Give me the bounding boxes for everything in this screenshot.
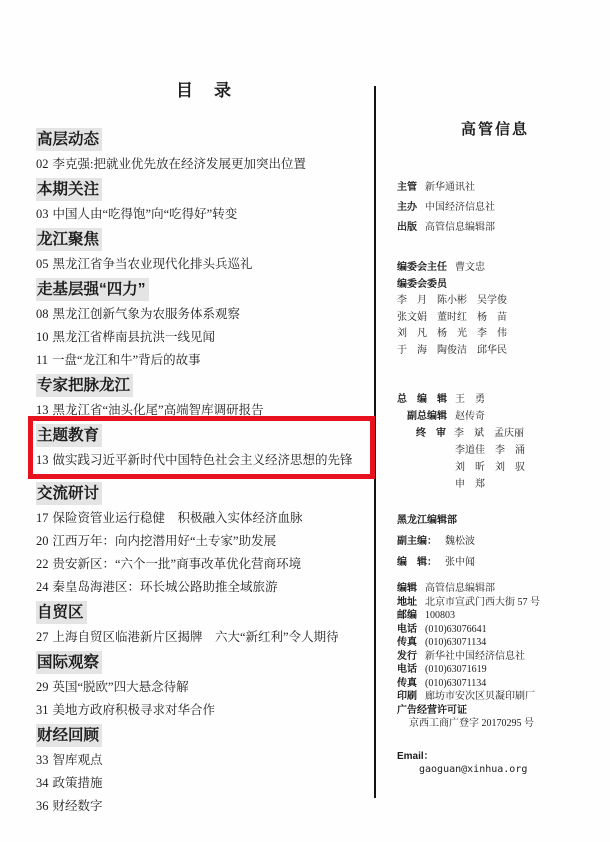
section-heading-row [36, 228, 373, 251]
toc-item-title: 黑龙江省争当农业现代化排头兵巡礼 [52, 257, 253, 271]
toc-item-title: 秦皇岛海港区：环长城公路助推全域旅游 [52, 580, 278, 594]
final-review-row [397, 425, 593, 442]
toc-item-title: 一盘“龙江和牛”背后的故事 [52, 353, 201, 367]
contact-row [397, 690, 593, 704]
toc-item [36, 507, 373, 530]
toc-section-jiaoliu-yantao [36, 482, 373, 599]
row-value: 新华社中国经济信息社 [425, 650, 525, 662]
row-value: 中国经济信息社 [425, 202, 495, 213]
heilongjiang-dept-block [397, 510, 593, 573]
section-heading-row [36, 424, 368, 447]
row-value: (010)63076641 [425, 623, 487, 635]
committee-members-row: 张文娟 董时红 杨 苗 [397, 311, 507, 323]
toc-item-page: 02 [36, 157, 49, 171]
publisher-row [397, 178, 593, 198]
toc-item [36, 326, 373, 349]
ad-license-number: 京西工商广登字 20170295 号 [409, 718, 534, 729]
toc-item [36, 576, 373, 599]
toc-item-page: 13 [36, 403, 49, 417]
toc-section-zhuanjia-bamai [36, 374, 373, 422]
committee-members-label-row [397, 277, 593, 294]
toc-item-title: 上海自贸区临港新片区揭牌 六大“新红利”令人期待 [52, 630, 339, 644]
committee-block [397, 260, 593, 359]
row-value: 曹文忠 [455, 262, 485, 273]
ad-license-label: 广告经营许可证 [397, 704, 467, 716]
masthead-column [397, 112, 593, 776]
toc-item-page: 08 [36, 307, 49, 321]
toc-section-zimaoqu [36, 601, 373, 649]
contact-block [397, 582, 593, 731]
section-heading: 自贸区 [36, 601, 87, 624]
row-value: (010)63071619 [425, 664, 487, 675]
toc-item-title: 黑龙江省“油头化尾”高端智库调研报告 [52, 403, 264, 417]
toc-item-title: 做实践习近平新时代中国特色社会主义经济思想的先锋 [52, 453, 353, 467]
row-value: 北京市宣武门西大街 57 号 [425, 596, 540, 608]
section-heading: 龙江聚焦 [36, 228, 102, 251]
toc-item [36, 676, 373, 699]
contact-row [397, 650, 593, 664]
dept-heading: 黑龙江编辑部 [397, 515, 457, 526]
section-heading-row [36, 651, 373, 674]
toc-item-title: 财经数字 [52, 799, 103, 813]
toc-item [36, 530, 373, 553]
row-value: 廊坊市安次区贝凝印刷厂 [425, 691, 535, 702]
toc-item [36, 349, 373, 372]
toc-item [36, 253, 373, 276]
toc-item [36, 626, 373, 649]
masthead-title: 高管信息 [460, 121, 529, 138]
email-block [397, 750, 593, 776]
section-heading: 交流研讨 [36, 482, 102, 505]
toc-item-page: 20 [36, 534, 49, 548]
final-review-cont-row: 李道佳 李 涌 [455, 445, 525, 456]
row-value: 高管信息编辑部 [425, 222, 495, 233]
toc-item-page: 27 [36, 630, 49, 644]
contact-row [397, 623, 593, 637]
toc-item-title: 英国“脱欧”四大悬念待解 [52, 680, 189, 694]
toc-item [36, 449, 368, 472]
row-label: 电话 [397, 623, 417, 635]
page-title: 目 录 [176, 81, 233, 100]
toc-item [36, 749, 373, 772]
contact-row [397, 677, 593, 691]
section-heading-row [36, 278, 373, 301]
publisher-row [397, 218, 593, 238]
section-heading-row [36, 724, 373, 747]
section-heading-row [36, 374, 373, 397]
toc-item-page: 34 [36, 776, 49, 790]
toc-item-title: 江西万年：向内挖潜用好“土专家”助发展 [52, 534, 277, 548]
toc-item [36, 553, 373, 576]
row-label: 副总编辑 [407, 411, 447, 422]
toc-item-title: 中国人由“吃得饱”向“吃得好”转变 [52, 207, 238, 221]
row-label: 发行 [397, 650, 417, 662]
section-heading: 主题教育 [36, 424, 102, 447]
toc-item-page: 10 [36, 330, 49, 344]
toc-item-title: 黑龙江省桦南县抗洪一线见闻 [52, 330, 216, 344]
toc-section-longjiang-jujiao [36, 228, 373, 276]
final-review-cont-row: 申 郑 [455, 479, 485, 490]
toc-column [36, 76, 373, 818]
toc-item [36, 795, 373, 818]
toc-item-page: 29 [36, 680, 49, 694]
committee-members-row: 于 海 陶俊洁 邱华民 [397, 344, 507, 356]
toc-section-benqi-guanzhu [36, 178, 373, 226]
toc-item-title: 黑龙江创新气象为农服务体系观察 [52, 307, 241, 321]
toc-item-page: 24 [36, 580, 49, 594]
row-label: 邮编 [397, 610, 417, 621]
toc-item-page: 22 [36, 557, 49, 571]
toc-item-title: 李克强:把就业优先放在经济发展更加突出位置 [52, 157, 306, 171]
editors-block [397, 391, 593, 493]
row-label: 编委会主任 [397, 262, 447, 273]
section-heading: 国际观察 [36, 651, 102, 674]
toc-item [36, 203, 373, 226]
section-heading-row [36, 178, 373, 201]
toc-item-page: 17 [36, 511, 49, 525]
section-heading: 财经回顾 [36, 724, 102, 747]
row-value: 王 勇 [455, 394, 485, 405]
row-label: 地址 [397, 596, 417, 608]
toc-section-caijing-huigu [36, 724, 373, 818]
row-value: 100803 [425, 610, 455, 621]
row-label: 传真 [397, 677, 417, 689]
dept-row [397, 531, 593, 552]
section-heading-row [36, 601, 373, 624]
row-label: 编 辑： [397, 557, 437, 568]
committee-director-row [397, 260, 593, 277]
row-label: 印刷 [397, 691, 417, 702]
row-label: 主办 [397, 202, 417, 213]
publisher-row [397, 198, 593, 218]
row-value: (010)63071134 [425, 637, 487, 648]
toc-item-title: 贵安新区：“六个一批”商事改革优化营商环境 [52, 557, 302, 571]
section-heading: 本期关注 [36, 178, 102, 201]
toc-section-zou-jiceng [36, 278, 373, 372]
row-label: 主管 [397, 182, 417, 193]
row-label: 总 编 辑 [397, 394, 447, 405]
toc-item-title: 智库观点 [52, 753, 103, 767]
row-value: 赵传奇 [455, 411, 485, 422]
row-label: 编辑 [397, 583, 417, 594]
toc-item [36, 772, 373, 795]
dept-row [397, 552, 593, 573]
contact-row [397, 663, 593, 677]
toc-item-title: 政策措施 [52, 776, 103, 790]
contact-row [397, 596, 593, 610]
publisher-block [397, 178, 593, 238]
section-heading: 高层动态 [36, 128, 102, 151]
toc-item-page: 11 [36, 353, 49, 367]
committee-members-row: 刘 凡 杨 光 李 伟 [397, 328, 507, 339]
row-label: 出版 [397, 222, 417, 233]
row-value: 高管信息编辑部 [425, 583, 495, 594]
row-value: (010)63071134 [425, 677, 487, 689]
chief-editor-row [397, 391, 593, 408]
contact-row [397, 582, 593, 596]
toc-item-title: 美地方政府积极寻求对华合作 [52, 703, 216, 717]
email-label: Email： [397, 750, 434, 762]
committee-members-row: 李 月 陈小彬 吴学俊 [397, 295, 507, 306]
toc-item-title: 保险资管业运行稳健 积极融入实体经济血脉 [52, 511, 303, 525]
toc-item-page: 03 [36, 207, 49, 221]
deputy-editor-row [397, 408, 593, 425]
section-heading: 专家把脉龙江 [36, 374, 133, 397]
row-label: 副主编： [397, 536, 437, 547]
toc-item-page: 05 [36, 257, 49, 271]
toc-section-zhuti-jiaoyu-highlight-box [28, 416, 375, 479]
toc-item [36, 699, 373, 722]
row-label: 终 审 [416, 428, 446, 439]
row-label: 编委会委员 [397, 278, 447, 290]
section-heading-row [36, 482, 373, 505]
email-address: gaoguan@xinhua.org [419, 763, 528, 775]
toc-item-page: 31 [36, 703, 49, 717]
contact-row [397, 636, 593, 650]
toc-section-guoji-guancha [36, 651, 373, 722]
toc-item-page: 13 [36, 453, 49, 467]
row-label: 传真 [397, 637, 417, 648]
row-value: 魏松波 [445, 536, 475, 547]
toc-item-page: 33 [36, 753, 49, 767]
toc-section-gaoceng-dongtai [36, 128, 373, 176]
toc-item [36, 153, 373, 176]
toc-item [36, 303, 373, 326]
row-label: 电话 [397, 664, 417, 675]
row-value: 新华通讯社 [425, 182, 475, 193]
row-value: 李 斌 孟庆丽 [454, 428, 524, 439]
row-value: 张中闻 [445, 557, 475, 568]
contact-row [397, 609, 593, 623]
section-heading-row [36, 128, 373, 151]
final-review-cont-row: 刘 昕 刘 驭 [455, 462, 525, 473]
section-heading: 走基层强“四力” [36, 278, 149, 301]
toc-item-page: 36 [36, 799, 49, 813]
